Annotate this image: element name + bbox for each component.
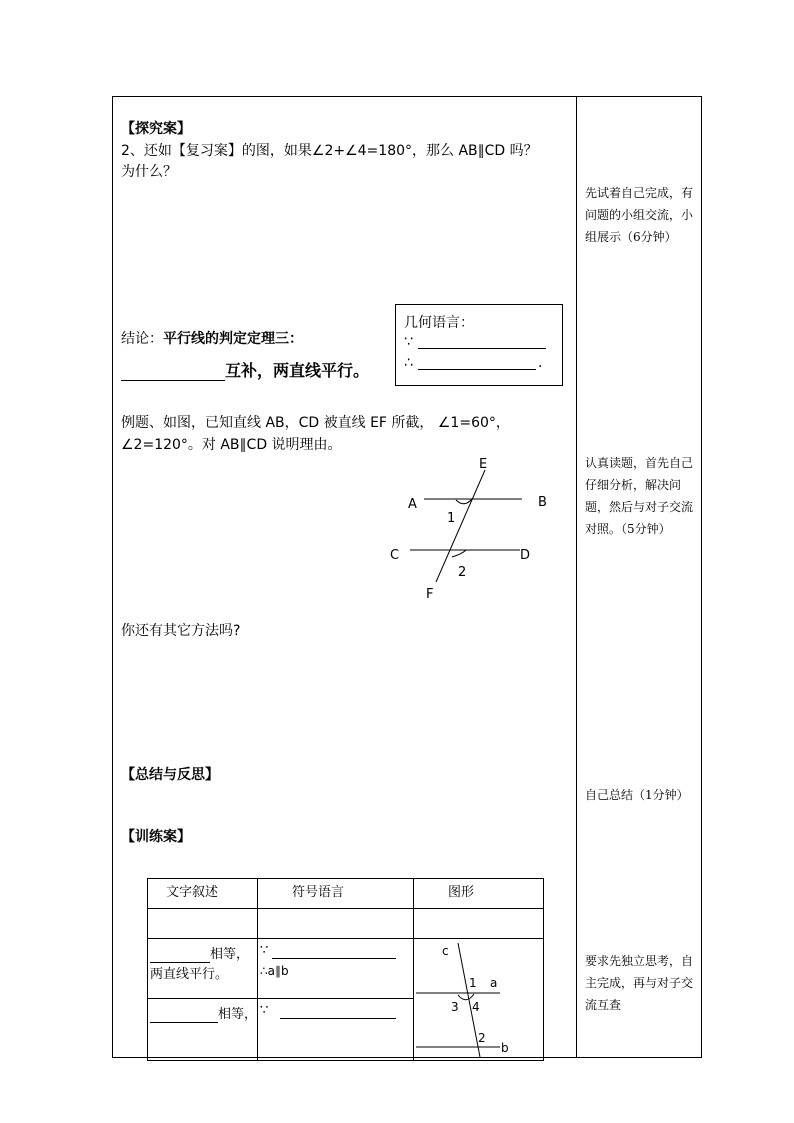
figure-cell: [414, 939, 544, 1061]
therefore-blank[interactable]: [418, 353, 536, 370]
row3-text-line1: [150, 1003, 257, 1023]
label-c-line: c: [442, 944, 449, 958]
row2-text-cell: [148, 939, 258, 999]
label-a-line: a: [490, 976, 498, 990]
row2-because-blank[interactable]: [272, 941, 396, 959]
table-cell[interactable]: [414, 909, 544, 939]
label-angle-one: 1: [469, 976, 477, 990]
therefore-symbol: ∴: [404, 355, 413, 371]
question-2-line1: 2、还如【复习案】的图，如果∠2+∠4=180°，那么 AB∥CD 吗？: [121, 143, 538, 159]
angle-2-arc: [452, 550, 466, 557]
column-divider: [576, 96, 577, 1058]
row2-equal-text: 相等，: [210, 947, 250, 962]
because-blank[interactable]: [418, 332, 546, 349]
row2-blank[interactable]: [150, 947, 210, 963]
header-figure: 图形: [414, 879, 544, 909]
conclusion-label: 结论：: [121, 331, 163, 347]
conclusion-line: [121, 328, 303, 348]
label-angle-three: 3: [451, 1000, 459, 1014]
table-empty-row: [148, 909, 544, 939]
row2-therefore: ∴a∥b: [260, 964, 289, 978]
other-method-question: 你还有其它方法吗?: [121, 623, 241, 639]
theorem-statement: [121, 358, 369, 381]
explore-heading: 【探究案】: [121, 121, 191, 137]
geometry-language-box: [395, 304, 563, 386]
angle-arc-3-4: [458, 994, 474, 1000]
angle-1-arc: [456, 499, 472, 504]
side-note-example: 认真读题，首先自己仔细分析，解决问题，然后与对子交流对照。（5分钟）: [585, 456, 694, 536]
theorem-tail: 互补，两直线平行。: [225, 361, 370, 380]
table-cell[interactable]: [258, 909, 414, 939]
label-f: F: [426, 587, 434, 602]
label-e: E: [479, 457, 488, 472]
row2-symbol-cell: [258, 939, 414, 999]
example-figure: [380, 452, 560, 607]
row3-because-blank[interactable]: [280, 1001, 396, 1019]
theorem-title: 平行线的判定定理三：: [163, 331, 303, 347]
row3-text-cell: [148, 999, 258, 1061]
example-line1: 例题、如图，已知直线 AB，CD 被直线 EF 所截， ∠1=60°，: [121, 415, 510, 431]
row2-text-line1: [150, 943, 249, 963]
row3-equal-text: 相等，: [218, 1007, 258, 1022]
question-2-line2: 为什么？: [121, 164, 177, 180]
row2-text-line2: 两直线平行。: [150, 967, 229, 982]
row3-symbol-cell: [258, 999, 414, 1061]
label-angle-four: 4: [472, 1000, 480, 1014]
because-symbol: ∵: [404, 334, 413, 350]
row2-because: ∵: [260, 943, 269, 958]
label-angle-two: 2: [478, 1031, 486, 1045]
summary-heading: 【总结与反思】: [121, 767, 219, 783]
label-angle-1: 1: [447, 511, 456, 526]
side-note-training: 要求先独立思考，自主完成，再与对子交流互查: [585, 954, 694, 1012]
label-angle-2: 2: [458, 565, 467, 580]
label-d: D: [520, 548, 531, 563]
example-line2: ∠2=120°。对 AB∥CD 说明理由。: [121, 437, 342, 453]
label-c: C: [390, 548, 400, 563]
header-text-description: 文字叙述: [148, 879, 258, 909]
table-cell[interactable]: [148, 909, 258, 939]
row3-because: ∵: [260, 1003, 269, 1018]
table-header-row: [148, 879, 544, 909]
theorem-blank[interactable]: [121, 361, 225, 381]
label-b: B: [538, 495, 547, 510]
transversal-figure: [414, 939, 544, 1059]
training-table: [147, 878, 544, 1061]
table-row-corresponding: [148, 939, 544, 999]
side-note-explore: 先试着自己完成，有问题的小组交流，小组展示（6分钟）: [585, 186, 694, 244]
side-note-summary: 自己总结（1分钟）: [585, 788, 689, 802]
end-mark: .: [538, 355, 543, 371]
training-heading: 【训练案】: [121, 829, 191, 845]
header-symbol-language: 符号语言: [258, 879, 414, 909]
geometry-language-title: 几何语言：: [404, 315, 474, 331]
label-b-line: b: [501, 1041, 509, 1055]
row3-blank[interactable]: [150, 1007, 218, 1023]
label-a: A: [408, 497, 417, 512]
